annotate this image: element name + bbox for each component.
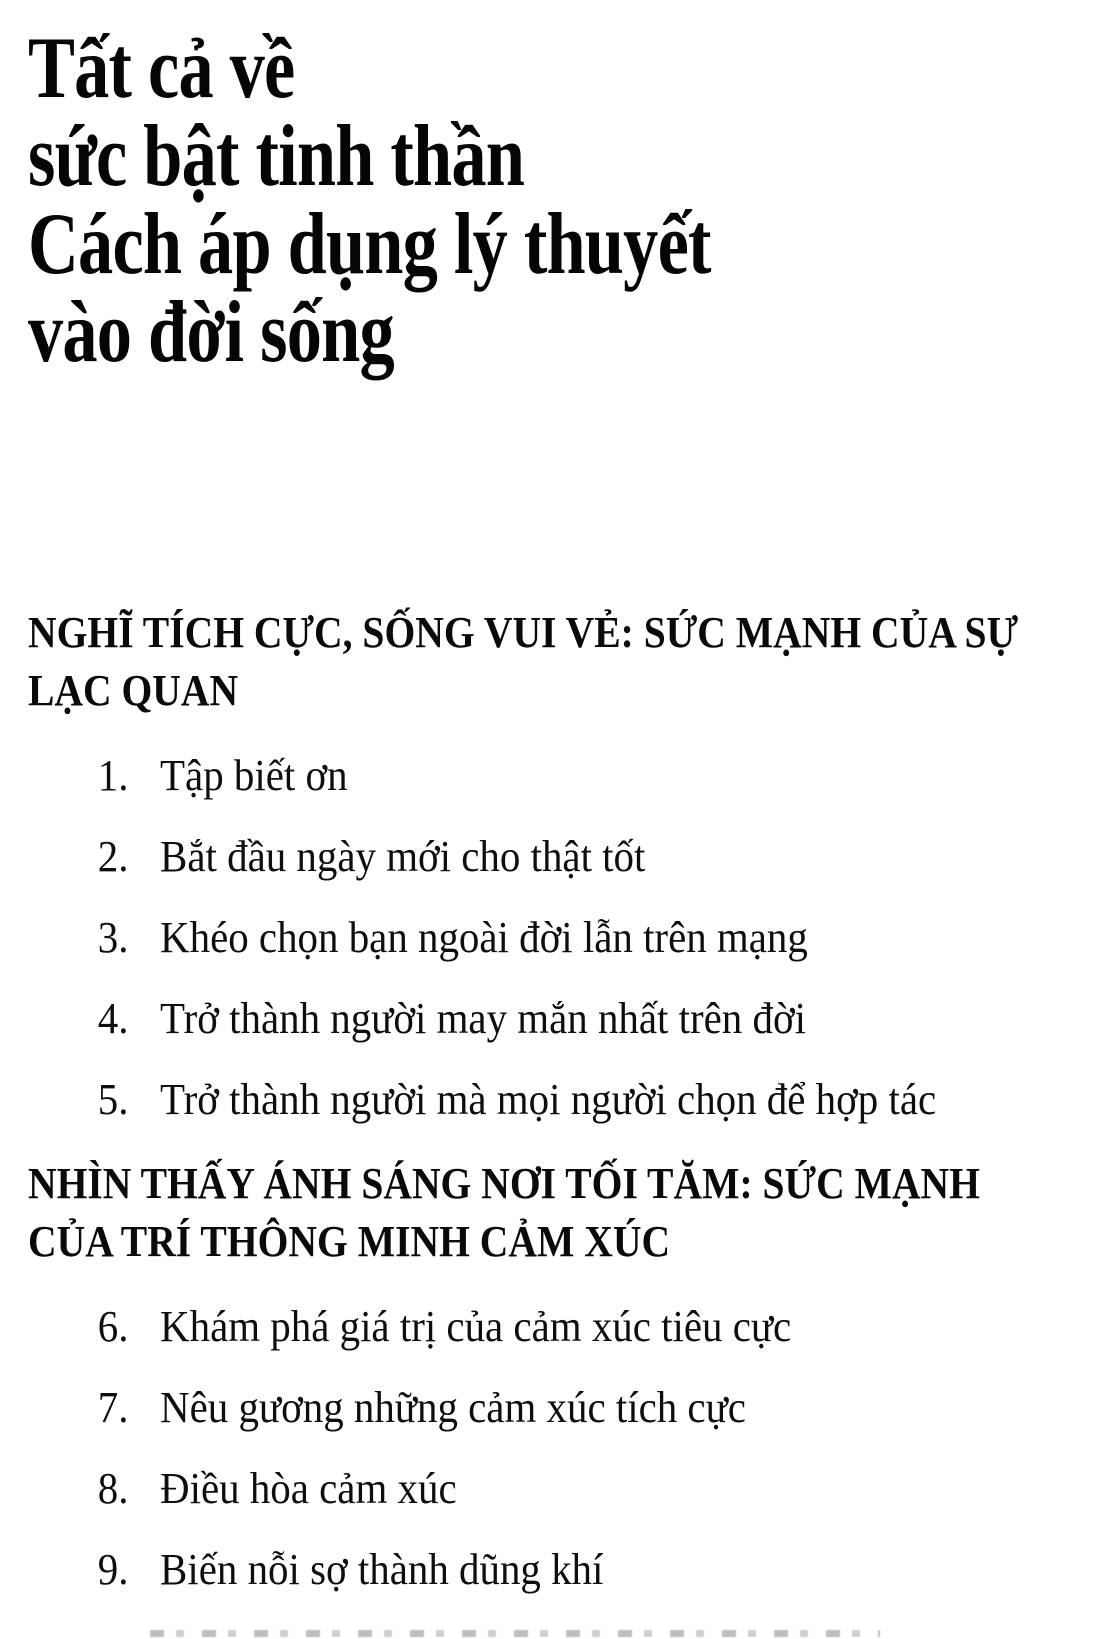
chapter-list-item xyxy=(28,1286,1009,1367)
chapter-title: Tập biết ơn xyxy=(160,751,348,800)
book-title-line: sức bật tinh thần xyxy=(28,108,525,205)
book-title-line: Cách áp dụng lý thuyết xyxy=(28,196,711,293)
chapter-number: 2. xyxy=(97,832,129,881)
section-heading-line: LẠC QUAN xyxy=(28,666,239,715)
chapter-number: 4. xyxy=(97,994,129,1043)
section-heading-line: NGHĨ TÍCH CỰC, SỐNG VUI VẺ: SỨC MẠNH CỦA SỰ xyxy=(28,608,1019,657)
chapter-number: 5. xyxy=(97,1075,129,1124)
chapter-list-emotional-intelligence xyxy=(28,1286,1083,1610)
section-heading-line: CỦA TRÍ THÔNG MINH CẢM XÚC xyxy=(28,1217,671,1266)
section-heading-optimism xyxy=(28,604,1019,720)
chapter-title: Trở thành người mà mọi người chọn để hợp tác xyxy=(160,1075,937,1124)
chapter-list-item xyxy=(28,1448,1009,1529)
book-title xyxy=(28,20,872,381)
section-heading-emotional-intelligence xyxy=(28,1155,978,1271)
cropped-next-line-artifact xyxy=(150,1630,880,1637)
chapter-number: 7. xyxy=(97,1383,129,1432)
chapter-number: 6. xyxy=(97,1302,129,1351)
chapter-title: Điều hòa cảm xúc xyxy=(160,1464,457,1513)
chapter-list-item xyxy=(28,978,1009,1059)
chapter-title: Trở thành người may mắn nhất trên đời xyxy=(160,994,806,1043)
chapter-number: 9. xyxy=(97,1545,129,1594)
chapter-title: Biến nỗi sợ thành dũng khí xyxy=(160,1545,604,1594)
chapter-number: 8. xyxy=(97,1464,129,1513)
chapter-list-item xyxy=(28,1059,1009,1140)
chapter-list-item xyxy=(28,1367,1009,1448)
chapter-title: Khám phá giá trị của cảm xúc tiêu cực xyxy=(160,1302,792,1351)
chapter-number: 1. xyxy=(97,751,129,800)
section-heading-line: NHÌN THẤY ÁNH SÁNG NƠI TỐI TĂM: SỨC MẠNH xyxy=(28,1159,980,1208)
chapter-list-optimism xyxy=(28,735,1083,1140)
chapter-title: Khéo chọn bạn ngoài đời lẫn trên mạng xyxy=(160,913,808,962)
book-title-line: Tất cả về xyxy=(28,20,295,117)
chapter-title: Nêu gương những cảm xúc tích cực xyxy=(160,1383,746,1432)
chapter-number: 3. xyxy=(97,913,129,962)
chapter-list-item xyxy=(28,897,1009,978)
chapter-title: Bắt đầu ngày mới cho thật tốt xyxy=(160,832,646,881)
chapter-list-item xyxy=(28,735,1009,816)
chapter-list-item xyxy=(28,1529,1009,1610)
book-title-line: vào đời sống xyxy=(28,284,394,381)
book-page xyxy=(0,20,1103,1639)
chapter-list-item xyxy=(28,816,1009,897)
